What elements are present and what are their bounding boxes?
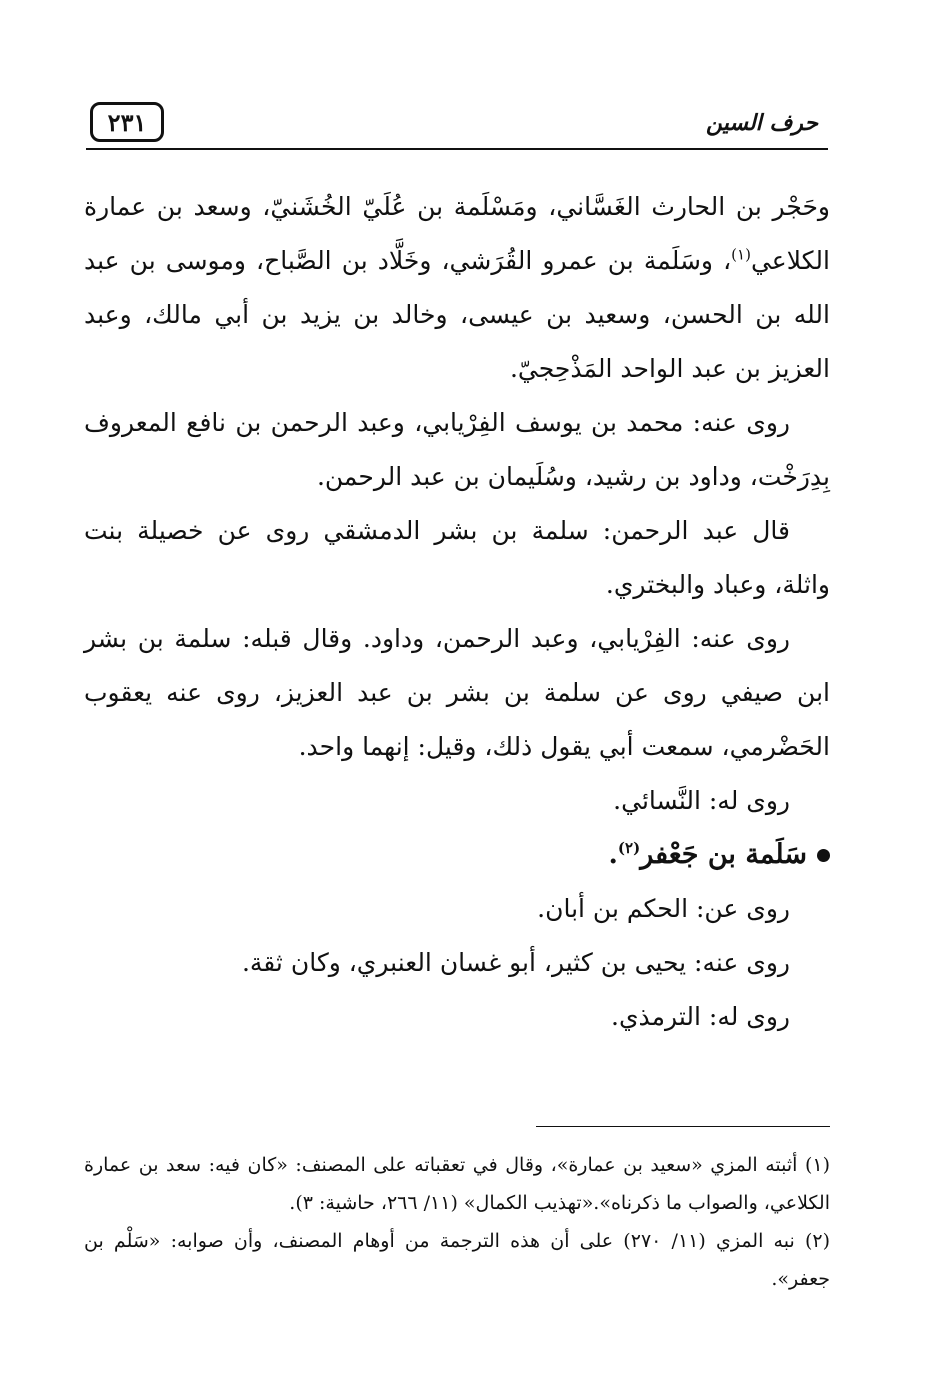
running-title: حرف السين (705, 110, 818, 136)
footnote-1: (١) أثبته المزي «سعيد بن عمارة»، وقال في تعقباته على المصنف: «كان فيه: سعد بن عمارة الكلاعي، والصواب ما ذكرناه».«تهذيب الكمال» (١١/ ٢٦٦، حاشية: ٣). (84, 1154, 830, 1214)
entry-end: . (608, 839, 618, 870)
paragraph-6: روى عن: الحكم بن أبان. (537, 894, 790, 923)
paragraph-8: روى له: الترمذي. (611, 1002, 790, 1031)
paragraph-1 (84, 180, 830, 396)
footnote-ref-2: (٢) (617, 839, 641, 857)
footnote-2: (٢) نبه المزي (١١/ ٢٧٠) على أن هذه الترجمة من أوهام المصنف، وأن صوابه: «سَلْم بن جعفر». (84, 1230, 830, 1290)
paragraph-7: روى عنه: يحيى بن كثير، أبو غسان العنبري، وكان ثقة. (241, 948, 790, 977)
page-number: ٢٣١ (90, 102, 164, 142)
entry-heading (84, 828, 830, 882)
paragraph-5: روى له: النَّسائي. (613, 786, 790, 815)
paragraph-3: قال عبد الرحمن: سلمة بن بشر الدمشقي روى عن خصيلة بنت واثلة، وعباد والبختري. (84, 516, 830, 599)
page-header (86, 96, 828, 156)
paragraph-1-part-a: وحَجْر بن الحارث الغَسَّاني، ومَسْلَمة بن عُلَيّ الخُشَنيّ، وسعد بن عمارة الكلاعي (84, 192, 830, 275)
bullet-icon (817, 849, 830, 862)
paragraph-1-part-b: ، وسَلَمة بن عمرو القُرَشي، وخَلَّاد بن الصَّباح، وموسى بن عبد الله بن الحسن، وسعيد بن عيسى، وخالد بن يزيد بن أبي مالك، وعبد العزيز بن عبد الواحد المَذْحِجيّ. (84, 246, 830, 383)
paragraph-4: روى عنه: الفِرْيابي، وعبد الرحمن، وداود. وقال قبله: سلمة بن بشر ابن صيفي روى عن سلمة بن بشر بن عبد العزيز، روى عنه يعقوب الحَضْرمي، سمعت أبي يقول ذلك، وقيل: إنهما واحد. (84, 624, 830, 761)
footnotes (84, 1146, 830, 1298)
main-text (84, 180, 830, 1044)
paragraph-2: روى عنه: محمد بن يوسف الفِرْيابي، وعبد الرحمن بن نافع المعروف بِدِرَخْت، وداود بن رشيد، وسُلَيمان بن عبد الرحمن. (84, 408, 830, 491)
footnote-ref-1: (١) (731, 245, 751, 264)
header-rule (86, 148, 828, 150)
entry-name: سَلَمة بن جَعْفر (640, 839, 807, 870)
footnote-rule (536, 1126, 830, 1127)
